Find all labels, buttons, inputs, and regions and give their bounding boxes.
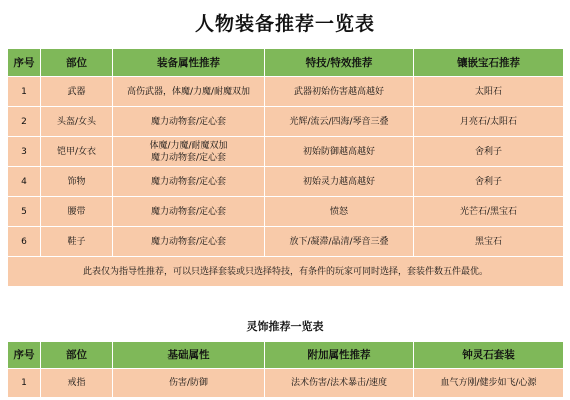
base-attribute-cell: 伤害/防御	[113, 369, 265, 398]
skill-cell: 初始防御越高越好	[265, 137, 414, 167]
attribute-cell: 魔力动物套/定心套	[113, 107, 265, 137]
row-number: 6	[8, 227, 41, 257]
part-cell: 饰物	[41, 167, 113, 197]
attribute-cell: 魔力动物套/定心套	[113, 197, 265, 227]
row-number: 2	[8, 107, 41, 137]
column-header: 装备属性推荐	[113, 49, 265, 77]
row-number: 5	[8, 197, 41, 227]
skill-cell: 光辉/流云/四海/琴音三叠	[265, 107, 414, 137]
row-number: 1	[8, 77, 41, 107]
table-header-row	[8, 49, 564, 77]
table-header-row	[8, 342, 564, 369]
attribute-cell	[113, 137, 265, 167]
skill-cell: 武器初始伤害越高越好	[265, 77, 414, 107]
attribute-cell: 魔力动物套/定心套	[113, 167, 265, 197]
column-header: 序号	[8, 49, 41, 77]
table-row	[8, 227, 564, 257]
column-header: 镶嵌宝石推荐	[414, 49, 564, 77]
column-header: 特技/特效推荐	[265, 49, 414, 77]
table-row	[8, 107, 564, 137]
gem-cell: 光芒石/黑宝石	[414, 197, 564, 227]
part-cell: 鞋子	[41, 227, 113, 257]
table-row	[8, 77, 564, 107]
gem-cell: 黑宝石	[414, 227, 564, 257]
table-note-row	[8, 257, 564, 287]
table-row	[8, 167, 564, 197]
part-cell: 铠甲/女衣	[41, 137, 113, 167]
column-header: 序号	[8, 342, 41, 369]
attribute-cell: 魔力动物套/定心套	[113, 227, 265, 257]
attribute-line: 魔力动物套/定心套	[150, 152, 227, 163]
part-cell: 腰带	[41, 197, 113, 227]
table-row	[8, 369, 564, 398]
column-header: 部位	[41, 342, 113, 369]
lingshi-table	[7, 341, 564, 398]
table-row	[8, 137, 564, 167]
attribute-cell: 高伤武器，体魔/力魔/耐魔双加	[113, 77, 265, 107]
row-number: 1	[8, 369, 41, 398]
table-row	[8, 197, 564, 227]
row-number: 4	[8, 167, 41, 197]
extra-attribute-cell: 法术伤害/法术暴击/速度	[265, 369, 414, 398]
attribute-line: 体魔/力魔/耐魔双加	[149, 140, 228, 151]
page-title: 人物装备推荐一览表	[194, 13, 375, 35]
part-cell: 头盔/女头	[41, 107, 113, 137]
column-header: 基础属性	[113, 342, 265, 369]
gem-cell: 舍利子	[414, 137, 564, 167]
equipment-table	[7, 48, 564, 287]
part-cell: 武器	[41, 77, 113, 107]
set-cell: 血气方刚/健步如飞/心源	[414, 369, 564, 398]
gem-cell: 月亮石/太阳石	[414, 107, 564, 137]
column-header: 附加属性推荐	[265, 342, 414, 369]
part-cell: 戒指	[41, 369, 113, 398]
section-subtitle: 灵饰推荐一览表	[246, 320, 324, 333]
skill-cell: 初始灵力越高越好	[265, 167, 414, 197]
column-header: 部位	[41, 49, 113, 77]
table-note: 此表仅为指导性推荐，可以只选择套装或只选择特技，有条件的玩家可同时选择，套装件数五件最优。	[8, 257, 564, 287]
skill-cell: 放下/凝滞/晶清/琴音三叠	[265, 227, 414, 257]
skill-cell: 愤怒	[265, 197, 414, 227]
gem-cell: 舍利子	[414, 167, 564, 197]
column-header: 钟灵石套装	[414, 342, 564, 369]
row-number: 3	[8, 137, 41, 167]
gem-cell: 太阳石	[414, 77, 564, 107]
